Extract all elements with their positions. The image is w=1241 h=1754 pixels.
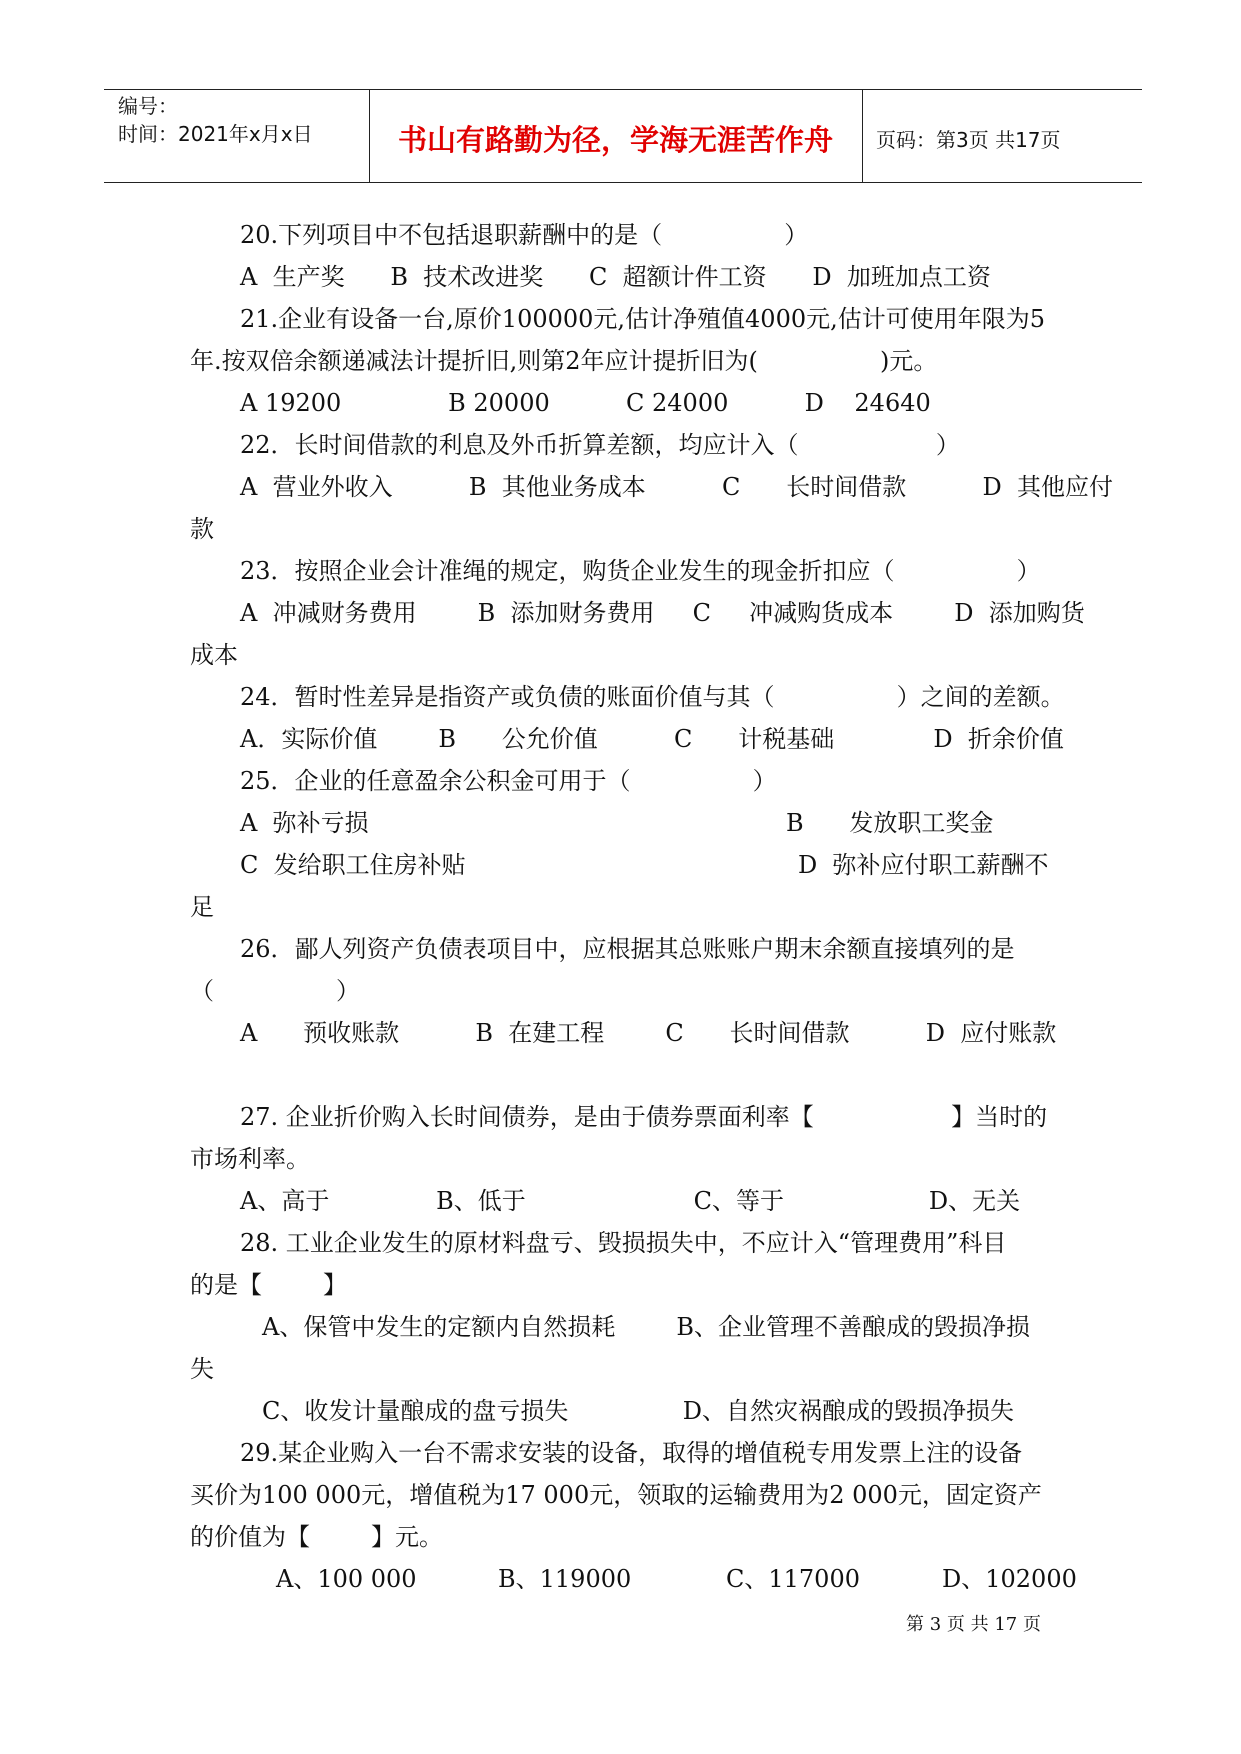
- time-label: 时间：2021年x月x日: [118, 122, 313, 146]
- question-23-options: A 冲减财务费用 B 添加财务费用 C 冲减购货成本 D 添加购货: [240, 599, 1085, 627]
- question-24: 24．暂时性差异是指资产或负债的账面价值与其（ ）之间的差额。: [240, 683, 1065, 711]
- question-21-line2: 年.按双倍余额递减法计提折旧,则第2年应计提折旧为( )元。: [190, 347, 938, 375]
- question-25: 25．企业的任意盈余公积金可用于（ ）: [240, 767, 777, 795]
- question-29-line2: 买价为100 000元，增值税为17 000元，领取的运输费用为2 000元，固定资产: [190, 1481, 1042, 1509]
- number-label: 编号：: [118, 94, 178, 118]
- question-25-option-d: D 弥补应付职工薪酬不: [798, 851, 1049, 879]
- question-29-option-c: C、117000: [726, 1565, 860, 1593]
- header-motto: 书山有路勤为径，学海无涯苦作舟: [397, 123, 833, 157]
- question-28-continuation-2: 失: [190, 1355, 214, 1383]
- question-25-continuation: 足: [190, 893, 214, 921]
- question-22-options: A 营业外收入 B 其他业务成本 C 长时间借款 D 其他应付: [240, 473, 1113, 501]
- question-26-options: A 预收账款 B 在建工程 C 长时间借款 D 应付账款: [240, 1019, 1057, 1047]
- question-22-continuation: 款: [190, 515, 214, 543]
- question-25-option-b: B 发放职工奖金: [786, 809, 994, 837]
- question-29-option-a: A、100 000: [276, 1565, 417, 1593]
- question-21-line1: 21.企业有设备一台,原价100000元,估计净殖值4000元,估计可使用年限为5: [240, 305, 1046, 333]
- question-29-option-d: D、102000: [942, 1565, 1077, 1593]
- header-divider-right: [862, 90, 863, 182]
- question-27-options: A、高于 B、低于 C、等于 D、无关: [240, 1187, 1021, 1215]
- question-22: 22．长时间借款的利息及外币折算差额，均应计入（ ）: [240, 431, 960, 459]
- header-top-rule: [104, 89, 1142, 90]
- header-page-number: 页码：第3页 共17页: [876, 128, 1061, 152]
- question-28-options-ab: A、保管中发生的定额内自然损耗 B、企业管理不善酿成的毁损净损: [262, 1313, 1030, 1341]
- question-25-option-a: A 弥补亏损: [240, 809, 369, 837]
- question-20: 20.下列项目中不包括退职薪酬中的是（ ）: [240, 221, 809, 249]
- question-24-options: A．实际价值 B 公允价值 C 计税基础 D 折余价值: [240, 725, 1064, 753]
- header-bottom-rule: [104, 182, 1142, 183]
- question-23: 23．按照企业会计准绳的规定，购货企业发生的现金折扣应（ ）: [240, 557, 1041, 585]
- question-21-options: A 19200 B 20000 C 24000 D 24640: [240, 389, 931, 417]
- question-29-line3: 的价值为【 】元。: [190, 1523, 444, 1551]
- question-29-option-b: B、119000: [498, 1565, 632, 1593]
- question-26: 26．鄙人列资产负债表项目中，应根据其总账账户期末余额直接填列的是: [240, 935, 1015, 963]
- question-23-continuation: 成本: [190, 641, 238, 669]
- question-25-option-c: C 发给职工住房补贴: [240, 851, 466, 879]
- question-29-line1: 29.某企业购入一台不需求安装的设备，取得的增值税专用发票上注的设备: [240, 1439, 1023, 1467]
- question-27: 27. 企业折价购入长时间债券，是由于债券票面利率【 】当时的: [240, 1103, 1048, 1131]
- question-27-continuation: 市场利率。: [190, 1145, 310, 1173]
- header-meta: [118, 92, 313, 148]
- question-28-continuation: 的是【 】: [190, 1271, 348, 1299]
- question-28: 28. 工业企业发生的原材料盘亏、毁损损失中，不应计入“管理费用”科目: [240, 1229, 1007, 1257]
- question-20-options: A 生产奖 B 技术改进奖 C 超额计件工资 D 加班加点工资: [240, 263, 991, 291]
- question-28-options-cd: C、收发计量酿成的盘亏损失 D、自然灾祸酿成的毁损净损失: [262, 1397, 1015, 1425]
- footer-page-number: 第 3 页 共 17 页: [906, 1614, 1041, 1635]
- question-26-blank: （ ）: [190, 977, 361, 1005]
